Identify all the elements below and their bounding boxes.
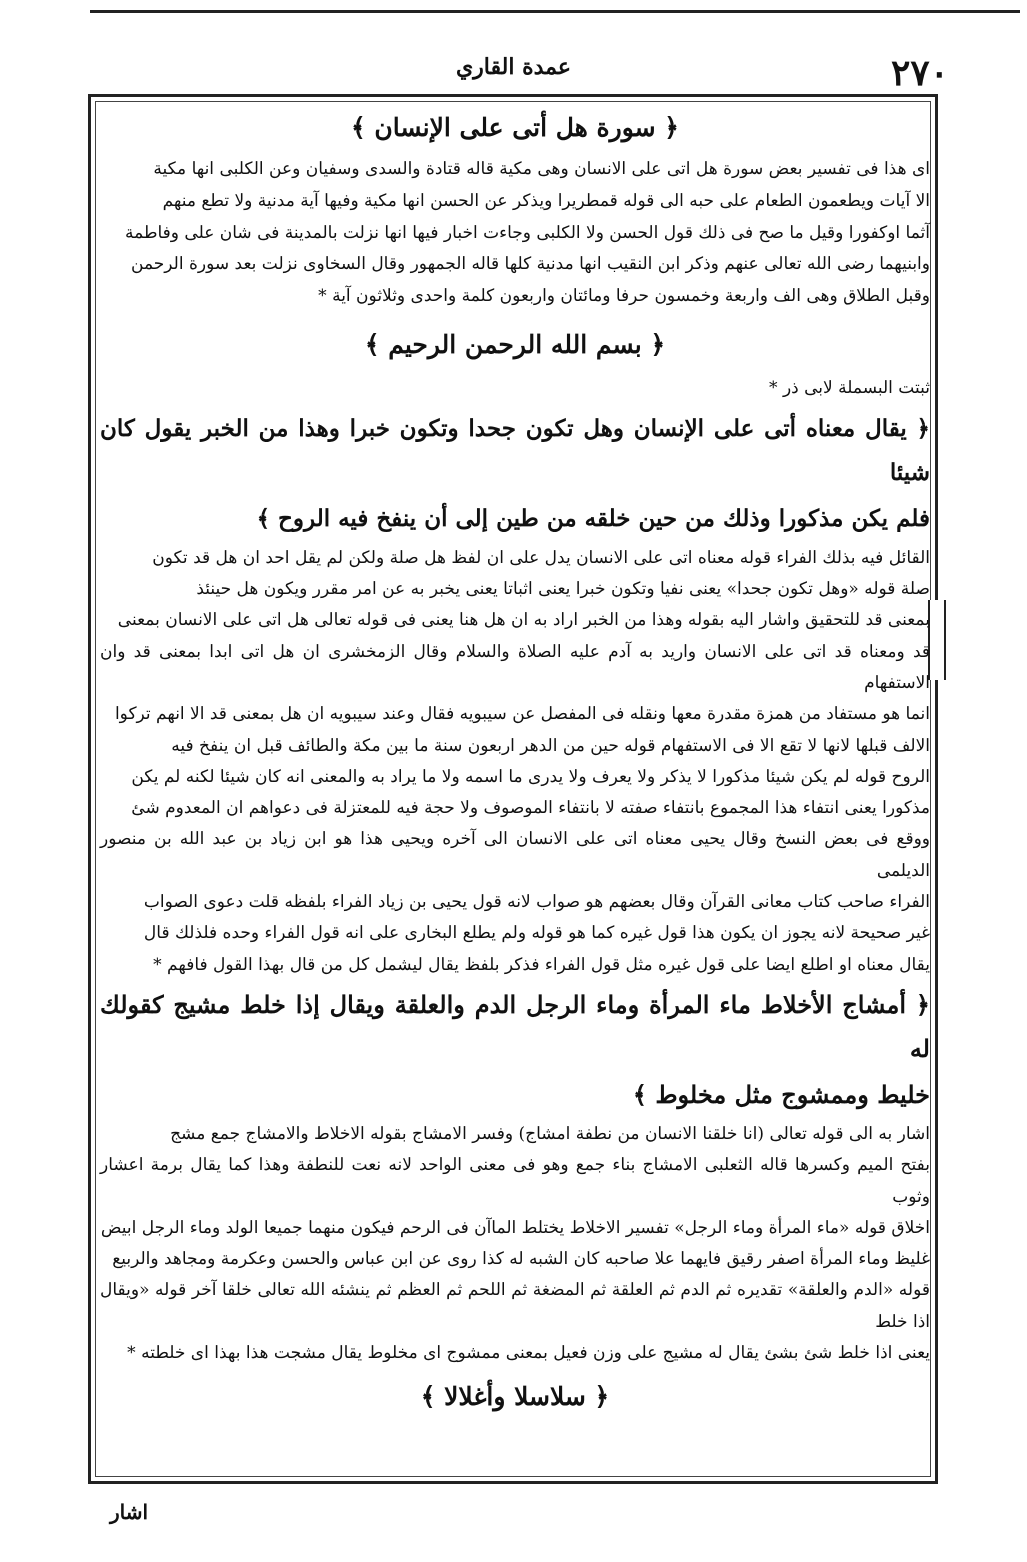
- text-line: غليظ وماء المرأة اصفر رقيق فايهما علا صاحبه كان الشبه له كذا روى عن ابن عباس والحسن وعكرمة ومجاهد والربيع: [112, 1249, 930, 1270]
- text-line: يعنى اذا خلط شئ بشئ يقال له مشيج على وزن فعيل بمعنى ممشوج اى مخلوط يقال مشجت هذا بهذا اى خلطته *: [127, 1343, 930, 1364]
- intro-paragraph: [100, 154, 930, 313]
- text-line: مذكورا يعنى انتفاء هذا المجموع بانتفاء صفته لا بانتفاء الموصوف ولا حجة فيه للمعتزلة فى دعواهم ان المعدوم شئ: [131, 798, 930, 819]
- text-line: بفتح الميم وكسرها قاله الثعلبى الامشاج بناء جمع وهو فى معنى الواحد لانه نعت للنطفة وهذا كما يقال برمة اعشار وثوب: [100, 1155, 930, 1207]
- text-line: الالف قبلها لانها لا تقع الا فى الاستفهام قوله حين من الدهر اربعون سنة ما بين مكة والطائف قبل ان ينفخ فيه: [171, 735, 930, 756]
- text-line: آثما اوكفورا وقيل ما صح فى ذلك قول الحسن ولا الكلبى وجاءت اخبار فيها انها نزلت بالمدينة فى شان على وفاطمة: [125, 222, 930, 243]
- page-content: [100, 100, 930, 1423]
- commentary-1: [100, 543, 930, 981]
- running-title: عمدة القاري: [455, 54, 572, 80]
- text-line: ووقع فى بعض النسخ وقال يحيى معناه اتى على الانسان الى آخره ويحيى هذا هو ابن زياد بن عبد الله بن منصور الديلمى: [100, 829, 930, 881]
- surah-heading: ﴿ سورة هل أتى على الإنسان ﴾: [351, 113, 679, 142]
- text-line: اشار به الى قوله تعالى (انا خلقنا الانسان من نطفة امشاج) وفسر الامشاج بقوله الاخلاط والامشاج جمع مشج: [170, 1123, 930, 1144]
- basmala-heading: ﴿ بسم الله الرحمن الرحيم ﴾: [364, 329, 666, 359]
- text-line: قوله «الدم والعلقة» تقديره ثم الدم ثم العلقة ثم المضغة ثم اللحم ثم العظم ثم ينشئه الله تعالى خلقا آخر قوله «ويقال اذا خلط: [100, 1280, 930, 1332]
- text-line: انما هو مستفاد من همزة مقدرة معها ونقله فى المفصل عن سيبويه فقال وعند سيبويه ان هل بمعنى قد الا انهم تركوا: [114, 704, 930, 725]
- text-line: وقبل الطلاق وهى الف واربعة وخمسون حرفا ومائتان واربعون كلمة واحدى وثلاثون آية *: [318, 286, 930, 307]
- top-rule: [90, 10, 1020, 13]
- text-line: يقال معناه او اطلع ايضا على قول غيره مثل قول الفراء فذكر بلفظ يقال ليشمل كل من قال بهذا القول فافهم *: [153, 954, 930, 975]
- text-line: اى هذا فى تفسير بعض سورة هل اتى على الانسان وهى مكية قاله قتادة والسدى وسفيان وعن الكلبى انها مكية: [153, 159, 930, 179]
- text-line: غير صحيحة لانه يجوز ان يكون هذا قول غيره كما هو قوله ولم يطلع البخارى على انه قول الفراء وحده فلذلك قال: [143, 923, 930, 944]
- text-line: الفراء صاحب كتاب معانى القرآن وقال بعضهم هو صواب لانه قول يحيى بن زياد الفراء بلفظه قلت دعوى الصواب: [143, 892, 930, 913]
- text-line: الا آيات ويطعمون الطعام على حبه الى قوله قمطريرا ويذكر عن الحسن انها مكية وفيها آية مدنية ولا تطع منهم: [162, 190, 930, 211]
- catchword: اشار: [110, 1500, 149, 1524]
- page-number: ٢٧٠: [890, 52, 949, 94]
- quoted-line: فلم يكن مذكورا وذلك من حين خلقه من طين إلى أن ينفخ فيه الروح ﴾: [256, 504, 930, 532]
- margin-ornament: [928, 600, 946, 680]
- text-line: القائل فيه بذلك الفراء قوله معناه اتى على الانسان يدل على ان لفظ هل صلة ولكن لم يقل احد ان هل قد تكون: [152, 547, 930, 568]
- quoted-line: خليط وممشوج مثل مخلوط ﴾: [632, 1079, 930, 1109]
- basmala-note: ثبتت البسملة لابى ذر *: [769, 377, 930, 398]
- text-line: صلة قوله «وهل تكون جحدا» يعنى نفيا وتكون خبرا يعنى اثباتا يعنى يخبر به عن امر مقرر ويكون هل حينئذ: [196, 579, 930, 600]
- next-section-heading: ﴿ سلاسلا وأغلالا ﴾: [420, 1382, 610, 1412]
- quoted-text-1: [100, 407, 930, 541]
- commentary-2: [100, 1119, 930, 1369]
- quoted-line: ﴿ يقال معناه أتى على الإنسان وهل تكون جحدا وتكون خبرا وهذا من الخبر يقول كان شيئا: [100, 414, 930, 486]
- quoted-line: ﴿ أمشاج الأخلاط ماء المرأة وماء الرجل الدم والعلقة ويقال إذا خلط مشيج كقولك له: [100, 989, 930, 1063]
- text-line: اخلاق قوله «ماء المرأة وماء الرجل» تفسير الاخلاط يختلط الماآن فى الرحم فيكون منهما جميعا الولد وماء الرجل ابيض: [100, 1217, 930, 1238]
- quoted-text-2: [100, 983, 930, 1117]
- text-line: الروح قوله لم يكن شيئا مذكورا لا يذكر ولا يعرف ولا يدرى ما اسمه ولا ما يراد به والمعنى انه كان شيئا لكنه لم يكن: [131, 766, 930, 787]
- text-line: وابنيهما رضى الله تعالى عنهم وذكر ابن النقيب انها مدنية كلها قاله الجمهور وقال السخاوى نزلت بعد سورة الرحمن: [131, 254, 930, 275]
- text-line: قد ومعناه قد اتى على الانسان واريد به آدم عليه الصلاة والسلام وقال الزمخشرى ان هل اتى ابدا بمعنى قد وان الاستفهام: [100, 641, 930, 693]
- text-line: بمعنى قد للتحقيق واشار اليه بقوله وهذا من الخبر اراد به ان هل هنا يعنى فى قوله تعالى هل اتى على الانسان بمعنى: [117, 610, 930, 631]
